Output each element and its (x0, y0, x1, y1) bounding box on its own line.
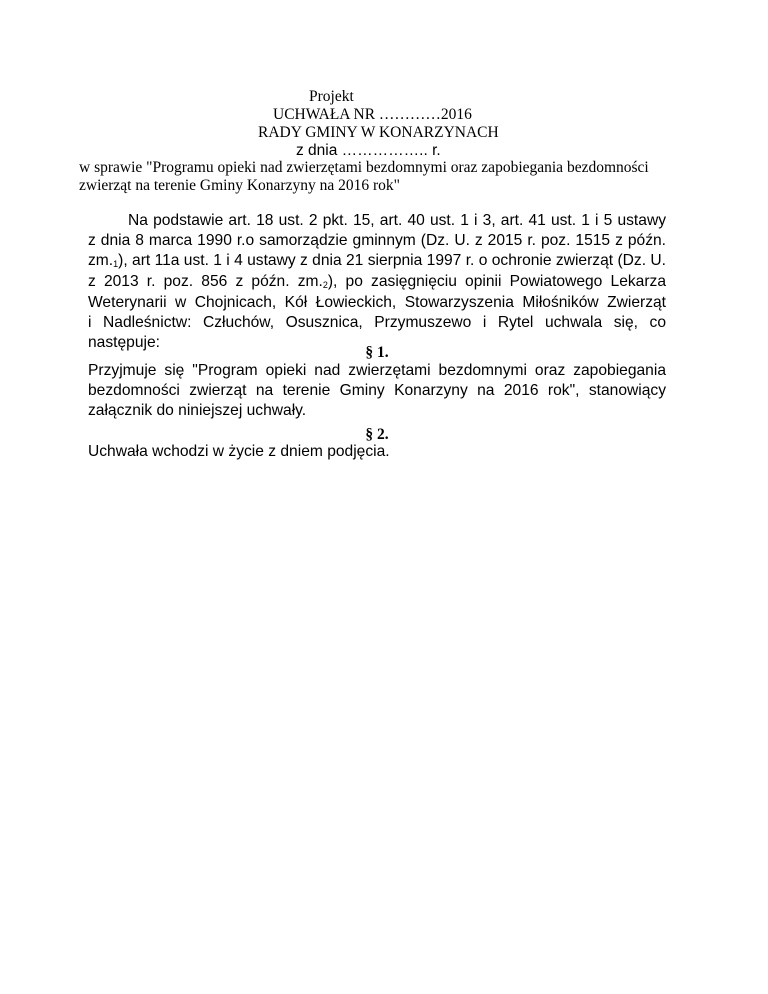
subject-line-2: zwierząt na terenie Gminy Konarzyny na 2016 rok" (79, 177, 400, 194)
resolution-date: z dnia …………….. r. (296, 142, 441, 159)
section-1-row: bezdomności zwierząt na terenie Gminy Konarzyny na 2016 rok", stanowiący (88, 382, 666, 399)
section-1-heading: § 1. (365, 344, 389, 361)
section-1-paragraph (88, 361, 666, 421)
section-2-row: Uchwała wchodzi w życie z dniem podjęcia. (88, 443, 390, 460)
section-1-row: załącznik do niniejszej uchwały. (88, 402, 307, 419)
footnote-ref: 1 (113, 259, 119, 269)
preamble-row: Weterynarii w Chojnicach, Kół Łowieckich, Stowarzyszenia Miłośników Zwierząt (88, 294, 666, 311)
footnote-ref: 2 (322, 280, 328, 290)
section-1-row: Przyjmuje się "Program opieki nad zwierzętami bezdomnymi oraz zapobiegania (88, 362, 666, 379)
preamble-row: z 2013 r. poz. 856 z późn. zm.2), po zasięgnięciu opinii Powiatowego Lekarza (88, 273, 666, 290)
council-name: RADY GMINY W KONARZYNACH (258, 124, 499, 141)
projekt-label: Projekt (309, 88, 354, 105)
preamble-row: Na podstawie art. 18 ust. 2 pkt. 15, art. 40 ust. 1 i 3, art. 41 ust. 1 i 5 ustawy (128, 212, 666, 229)
resolution-number: UCHWAŁA NR …………2016 (273, 106, 472, 123)
preamble-row: zm.1), art 11a ust. 1 i 4 ustawy z dnia 21 sierpnia 1997 r. o ochronie zwierząt (Dz. U. (88, 252, 666, 269)
preamble-row: z dnia 8 marca 1990 r.o samorządzie gminnym (Dz. U. z 2015 r. poz. 1515 z późn. (88, 232, 666, 249)
subject-line-1: w sprawie "Programu opieki nad zwierzętami bezdomnymi oraz zapobiegania bezdomności (79, 159, 649, 176)
section-2-paragraph (88, 442, 666, 462)
preamble-paragraph (88, 211, 666, 353)
preamble-row: następuje: (88, 334, 160, 351)
section-2-heading: § 2. (365, 426, 389, 443)
preamble-row: i Nadleśnictw: Człuchów, Osusznica, Przymuszewo i Rytel uchwala się, co (88, 314, 666, 331)
